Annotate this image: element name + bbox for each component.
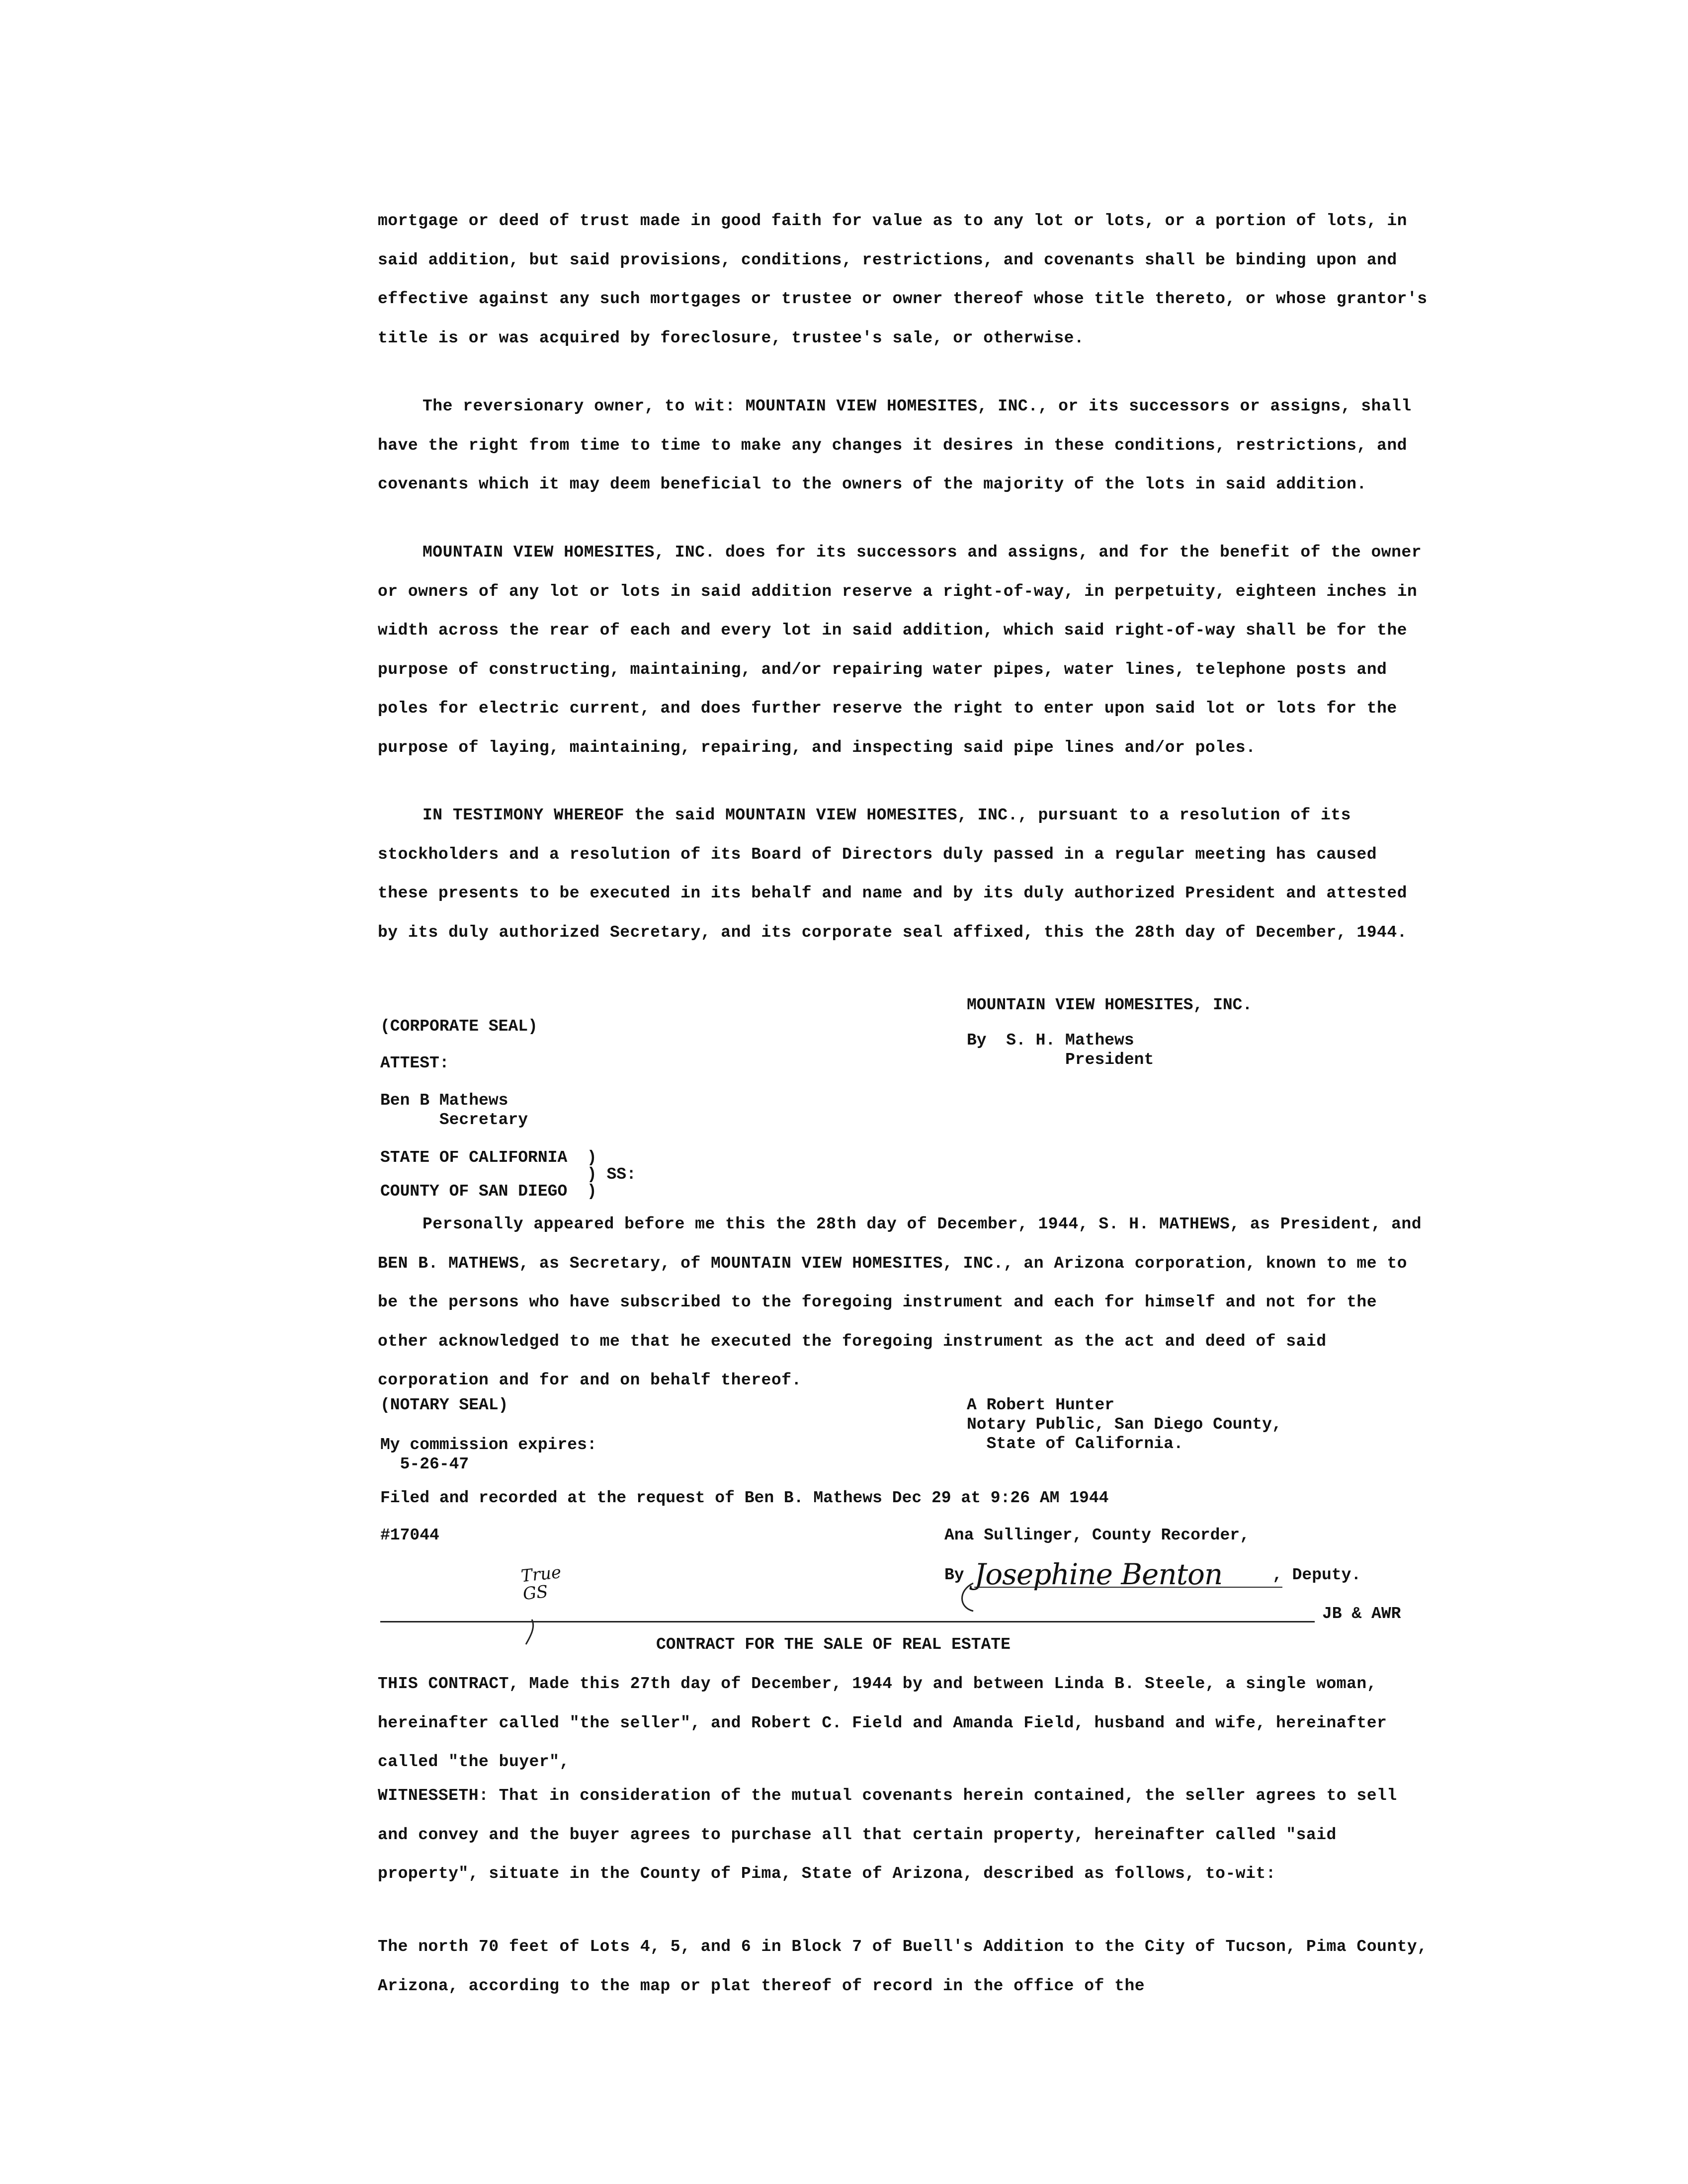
attest-label: ATTEST: [380,1054,449,1072]
company-name: MOUNTAIN VIEW HOMESITES, INC. [967,996,1253,1014]
corporate-seal-label: (CORPORATE SEAL) [380,1017,538,1036]
margin-note-handwritten: True GS [520,1562,562,1605]
legal-description: The north 70 feet of Lots 4, 5, and 6 in Block 7 of Buell's Addition to the City of Tucson, Pima County, Arizona, according to the map or plat thereof of record in the office of the [378,1938,1437,1995]
filed-recorded-line: Filed and recorded at the request of Ben B. Mathews Dec 29 at 9:26 AM 1944 [380,1489,1109,1507]
county-recorder: Ana Sullinger, County Recorder, [944,1526,1250,1544]
signature-flourish [953,1580,988,1615]
section-divider [380,1621,1315,1622]
testimony-paragraph: IN TESTIMONY WHEREOF the said MOUNTAIN VIEW HOMESITES, INC., pursuant to a resolution of its stockholders and a resolution of its Board of Directors duly passed in a regular meeting has caused these presents to be executed in its behalf and name and by its duly authorized President and attested by its duly authorized Secretary, and its corporate seal affixed, this the 28th day of December, 1944. [378,806,1418,942]
deputy-signature: Josephine Benton [974,1557,1223,1591]
restriction-paragraph-1: mortgage or deed of trust made in good faith for value as to any lot or lots, or a portion of lots, in said addition, but said provisions, conditions, restrictions, and covenants shall be binding upon and effective against any such mortgages or trustee or owner thereof whose title thereto, or whose grantor's title is or was acquired by foreclosure, trustee's sale, or otherwise. [378,212,1437,347]
recorder-initials: JB & AWR [1322,1605,1401,1623]
contract-title: CONTRACT FOR THE SALE OF REAL ESTATE [656,1635,1011,1654]
venue-county: COUNTY OF SAN DIEGO ) [380,1182,597,1201]
secretary-signature-block: Ben B Mathews Secretary [380,1091,528,1129]
acknowledgment-paragraph: Personally appeared before me this the 28th day of December, 1944, S. H. MATHEWS, as President, and BEN B. MATHEWS, as Secretary, of MOUNTAIN VIEW HOMESITES, INC., an Arizona corporation, known to me to be the persons who have subscribed to the foregoing instrument and each for himself and not for the other acknowledged to me that he executed the foregoing instrument as the act and deed of said corporation and for and on behalf thereof. [378,1215,1432,1389]
notary-seal-label: (NOTARY SEAL) [380,1396,508,1414]
venue-ss: ) SS: [380,1165,636,1184]
right-of-way-paragraph: MOUNTAIN VIEW HOMESITES, INC. does for its successors and assigns, and for the benefit of the owner or owners of any lot or lots in said addition reserve a right-of-way, in perpetuity, eighteen inches in width across the rear of each and every lot in said addition, which said right-of-way shall be for the purpose of constructing, maintaining, and/or repairing water pipes, water lines, telephone posts and poles for electric current, and does further reserve the right to enter upon said lot or lots for the purpose of laying, maintaining, repairing, and inspecting said pipe lines and/or poles. [378,543,1432,757]
commission-expiry: My commission expires: 5-26-47 [380,1436,597,1473]
witnesseth-paragraph: WITNESSETH: That in consideration of the mutual covenants herein contained, the seller agrees to sell and convey and the buyer agrees to purchase all that certain property, hereinafter called "said property", situate in the County of Pima, State of Arizona, described as follows, to-wit: [378,1786,1407,1883]
record-number: #17044 [380,1526,439,1544]
restriction-paragraph-2: The reversionary owner, to wit: MOUNTAIN VIEW HOMESITES, INC., or its successors or assigns, shall have the right from time to time to make any changes it desires in these conditions, restrictions, and covenants which it may deem beneficial to the owners of the majority of the lots in said addition. [378,397,1422,493]
notary-block: A Robert Hunter Notary Public, San Diego County, State of California. [967,1396,1282,1453]
deputy-by-label: By [944,1566,964,1584]
president-signature-block: By S. H. Mathews President [967,1031,1154,1069]
deputy-title: , Deputy. [1272,1566,1361,1584]
venue-state: STATE OF CALIFORNIA ) [380,1148,597,1167]
contract-intro: THIS CONTRACT, Made this 27th day of December, 1944 by and between Linda B. Steele, a single woman, hereinafter called "the seller", and Robert C. Field and Amanda Field, husband and wife, hereinafter called "the buyer", [378,1675,1397,1771]
signature-underline [974,1587,1282,1588]
